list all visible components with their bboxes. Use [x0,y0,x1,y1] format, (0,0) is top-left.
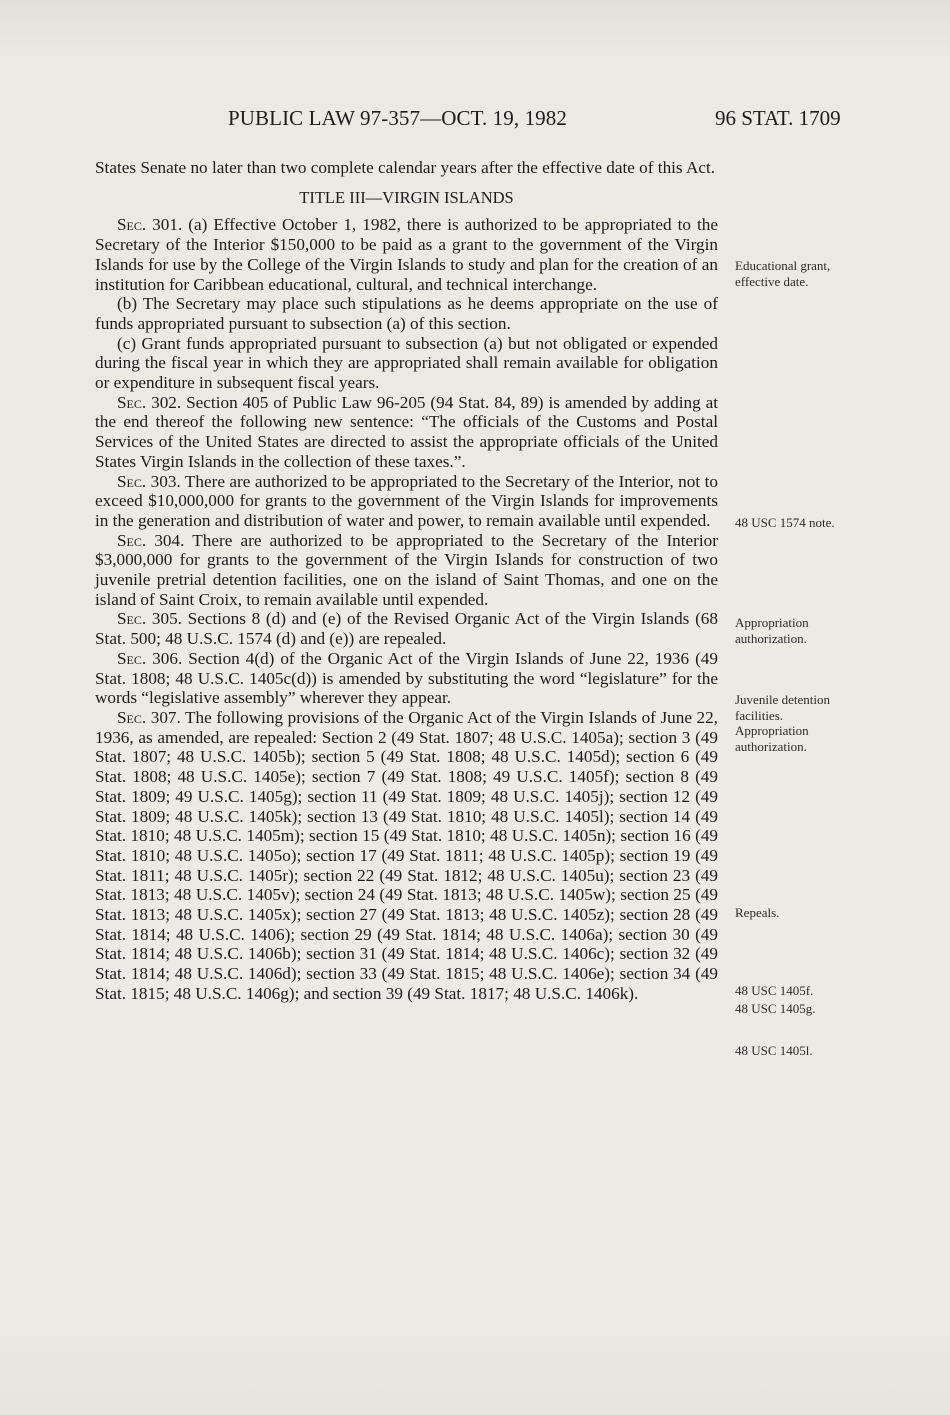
section-301-c: (c) Grant funds appropriated pursuant to subsection (a) but not obligated or expended during the fiscal year in which they are appropriated shall remain available for obligation or expenditure in subsequent fiscal years. [95,333,718,393]
title-heading: TITLE III—VIRGIN ISLANDS [299,187,514,207]
section-303 [95,472,718,531]
section-305 [95,609,718,648]
section-label: Sec. 305. [117,609,182,629]
section-302 [95,393,718,472]
section-label: Sec. 303. [117,471,181,491]
section-text: Section 4(d) of the Organic Act of the Virgin Islands of June 22, 1936 (49 Stat. 1808; 48 U.S.C. 1405c(d)) is amended by substituting the word “legislature” for the words “legislative assembly” wherever they appear. [95,648,718,708]
section-306 [95,649,718,708]
running-head: PUBLIC LAW 97-357—OCT. 19, 1982 [228,106,567,130]
margin-note-repeals: Repeals. [735,905,780,920]
margin-note-48-usc-1574: 48 USC 1574 note. [735,515,835,530]
carryover-paragraph: States Senate no later than two complete calendar years after the effective date of this Act. [95,158,716,177]
statute-page-reference: 96 STAT. 1709 [715,106,841,130]
margin-note-48-usc-1405f: 48 USC 1405f. [735,983,814,998]
section-304 [95,531,718,610]
margin-note-48-usc-1405g: 48 USC 1405g. [735,1001,816,1016]
section-text: Sections 8 (d) and (e) of the Revised Organic Act of the Virgin Islands (68 Stat. 500; 48 U.S.C. 1574 (d) and (e)) are repealed. [95,609,718,649]
section-text: (a) Effective October 1, 1982, there is authorized to be appropriated to the Secretary of the Interior $150,000 to be paid as a grant to the government of the Virgin Islands for use by the College of the Virgin Islands to study and plan for the creation of an institution for Caribbean educational, cultural, and technical interchange. [95,215,718,294]
section-label: Sec. 304. [117,530,185,550]
margin-note-educational: Educational grant, effective date. [735,258,831,289]
section-307 [95,708,718,1004]
margin-note-juvenile: Juvenile detention facilities. Appropriation authorization. [735,692,830,754]
margin-note-48-usc-1405l: 48 USC 1405l. [735,1043,813,1058]
section-text: There are authorized to be appropriated to the Secretary of the Interior $3,000,000 for grants to the government of the Virgin Islands for construction of two juvenile pretrial detention facilities, one on the island of Saint Thomas, and one on the island of Saint Croix, to remain available until expended. [95,530,718,609]
section-label: Sec. 302. [117,392,182,412]
section-text: Section 405 of Public Law 96-205 (94 Stat. 84, 89) is amended by adding at the end thereof the following new sentence: “The officials of the Customs and Postal Services of the United States are directed to assist the appropriate officials of the United States Virgin Islands in the collection of these taxes.”. [95,392,718,471]
section-label: Sec. 307. [117,707,181,727]
section-301-a [95,215,718,294]
law-body-text [95,158,718,1004]
section-301-b: (b) The Secretary may place such stipulations as he deems appropriate on the use of funds appropriated pursuant to subsection (a) of this section. [95,294,718,333]
section-label: Sec. 301. [117,215,183,235]
margin-note-appropriation: Appropriation authorization. [735,615,809,646]
section-text: The following provisions of the Organic Act of the Virgin Islands of June 22, 1936, as amended, are repealed: Section 2 (49 Stat. 1807; 48 U.S.C. 1405a); section 3 (49 Stat. 1807; 48 U.S.C. 1405b); section 5 (49 Stat. 1808; 48 U.S.C. 1405d); section 6 (49 Stat. 1808; 48 U.S.C. 1405e); section 7 (49 Stat. 1808; 49 U.S.C. 1405f); section 8 (49 Stat. 1809; 49 U.S.C. 1405g); section 11 (49 Stat. 1809; 48 U.S.C. 1405j); section 12 (49 Stat. 1809; 48 U.S.C. 1405k); section 13 (49 Stat. 1810; 48 U.S.C. 1405l); section 14 (49 Stat. 1810; 48 U.S.C. 1405m); section 15 (49 Stat. 1810; 48 U.S.C. 1405n); section 16 (49 Stat. 1810; 48 U.S.C. 1405o); section 17 (49 Stat. 1811; 48 U.S.C. 1405p); section 19 (49 Stat. 1811; 48 U.S.C. 1405r); section 22 (49 Stat. 1812; 48 U.S.C. 1405u); section 23 (49 Stat. 1813; 48 U.S.C. 1405v); section 24 (49 Stat. 1813; 48 U.S.C. 1405w); section 25 (49 Stat. 1813; 48 U.S.C. 1405x); section 27 (49 Stat. 1813; 48 U.S.C. 1405z); section 28 (49 Stat. 1814; 48 U.S.C. 1406); section 29 (49 Stat. 1814; 48 U.S.C. 1406a); section 30 (49 Stat. 1814; 48 U.S.C. 1406b); section 31 (49 Stat. 1814; 48 U.S.C. 1406c); section 32 (49 Stat. 1814; 48 U.S.C. 1406d); section 33 (49 Stat. 1815; 48 U.S.C. 1406e); section 34 (49 Stat. 1815; 48 U.S.C. 1406g); and section 39 (49 Stat. 1817; 48 U.S.C. 1406k). [95,707,718,1003]
section-label: Sec. 306. [117,648,183,668]
section-text: There are authorized to be appropriated to the Secretary of the Interior, not to exceed $10,000,000 for grants to the government of the Virgin Islands for improvements in the generation and distribution of water and power, to remain available until expended. [95,471,718,530]
